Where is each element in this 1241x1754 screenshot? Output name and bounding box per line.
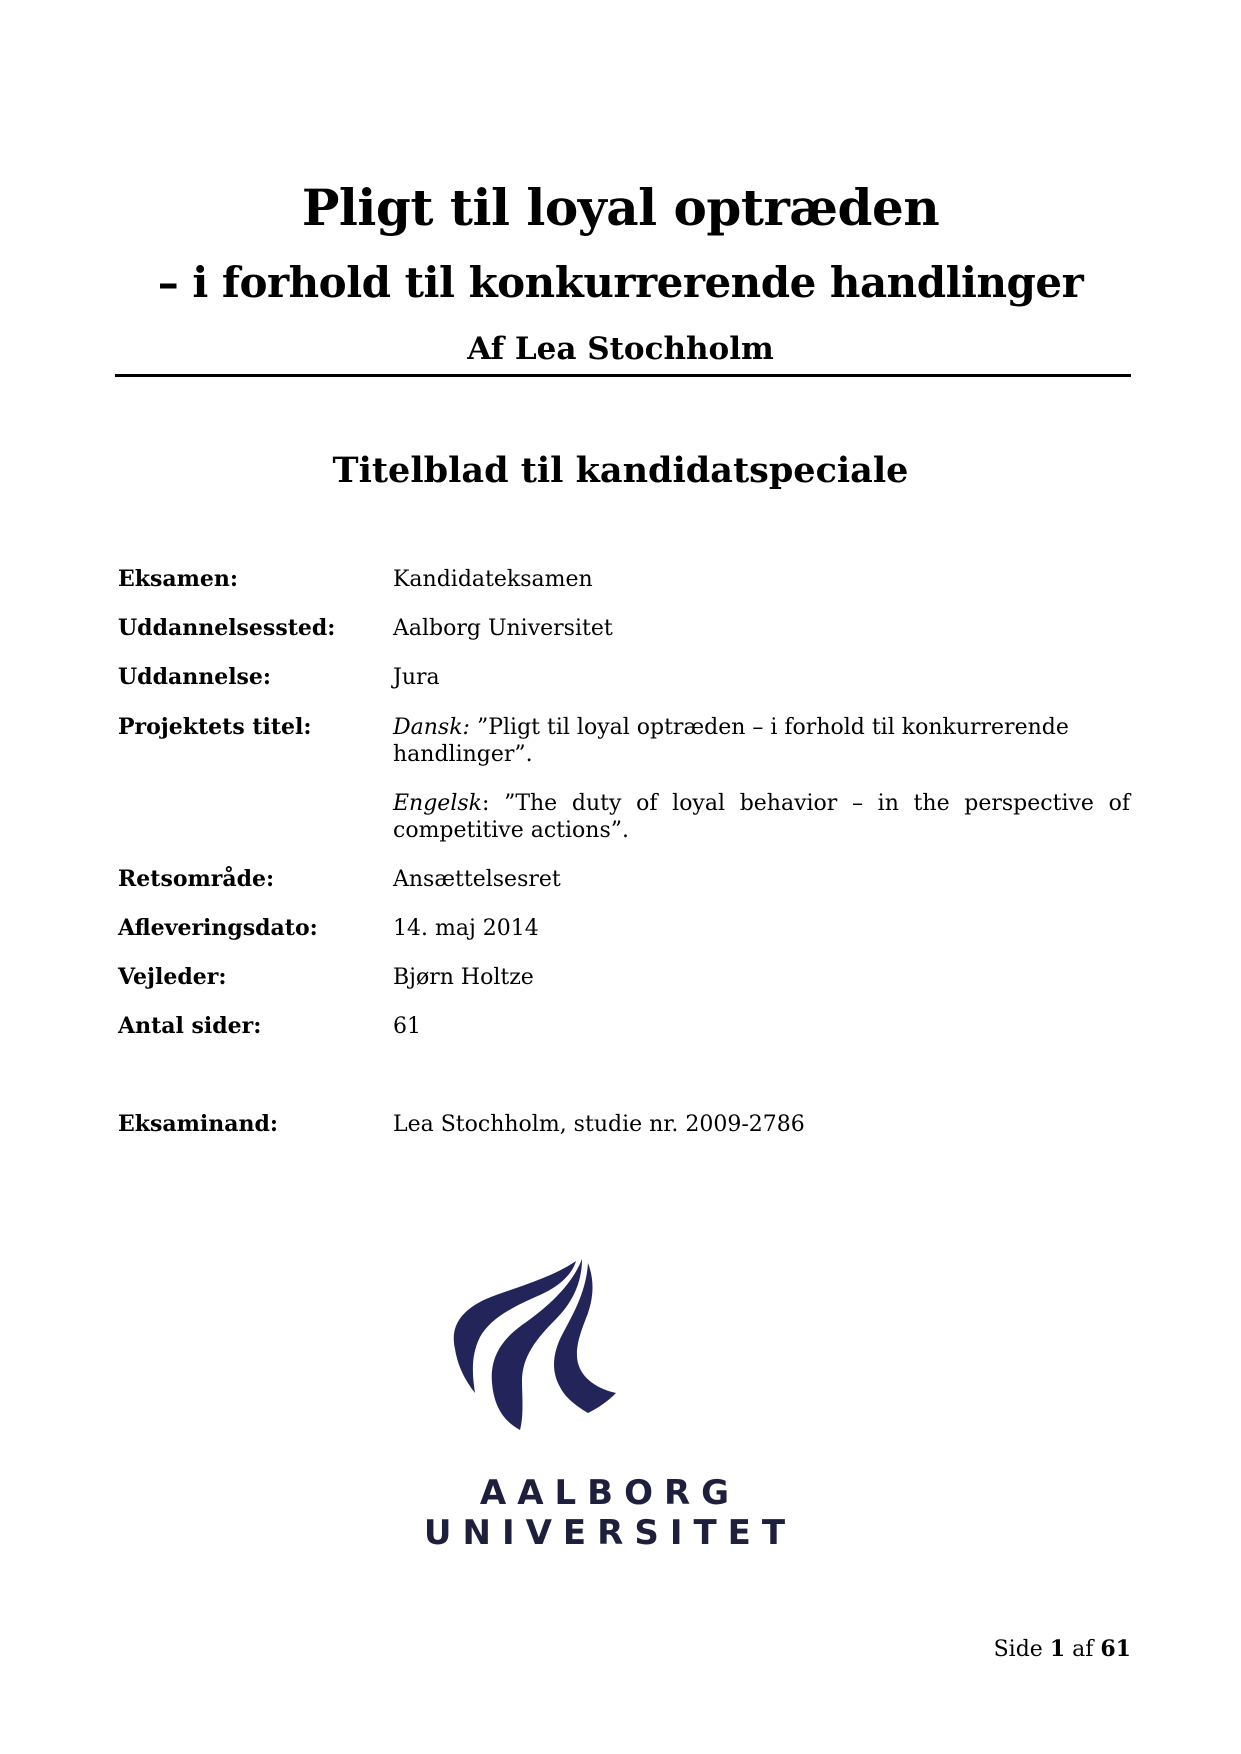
engelsk-value: : ”The duty of loyal behavior – in the perspective of competitive actions”. xyxy=(393,791,1130,843)
field-value: Jura xyxy=(393,665,440,690)
field-label: Uddannelse: xyxy=(118,664,272,690)
footer-prefix: Side xyxy=(993,1637,1050,1662)
section-heading: Titelblad til kandidatspeciale xyxy=(332,450,909,491)
field-value: Lea Stochholm, studie nr. 2009-2786 xyxy=(393,1112,805,1137)
title-divider xyxy=(115,374,1131,377)
dansk-value: ”Pligt til loyal optræden – i forhold til konkurrerende handlinger”. xyxy=(393,715,1069,767)
field-label: Afleveringsdato: xyxy=(118,915,318,941)
document-title: Pligt til loyal optræden xyxy=(301,178,940,237)
field-value: 14. maj 2014 xyxy=(393,916,539,941)
title-dansk xyxy=(393,714,1130,768)
title-engelsk xyxy=(393,790,1130,844)
logo-text: AALBORG UNIVERSITET xyxy=(423,1473,797,1553)
page-number: 1 xyxy=(1049,1636,1066,1662)
field-value-titles xyxy=(393,714,1130,844)
footer-middle: af xyxy=(1065,1637,1101,1662)
dansk-label: Dansk: xyxy=(393,715,470,740)
field-label: Uddannelsessted: xyxy=(118,615,336,641)
field-value: Aalborg Universitet xyxy=(393,616,613,641)
field-value: 61 xyxy=(393,1014,421,1039)
field-label: Eksaminand: xyxy=(118,1111,279,1137)
aau-wave-icon xyxy=(290,1255,930,1455)
field-value: Ansættelsesret xyxy=(393,867,561,892)
field-label: Projektets titel: xyxy=(118,714,312,740)
page-total: 61 xyxy=(1100,1636,1131,1662)
field-value: Bjørn Holtze xyxy=(393,965,534,990)
document-subtitle: – i forhold til konkurrerende handlinger xyxy=(157,258,1084,307)
field-label: Vejleder: xyxy=(118,964,227,990)
field-value: Kandidateksamen xyxy=(393,567,593,592)
field-label: Eksamen: xyxy=(118,566,239,592)
field-label: Retsområde: xyxy=(118,866,275,892)
engelsk-label: Engelsk xyxy=(393,791,482,816)
page-footer xyxy=(994,1636,1131,1662)
author-line: Af Lea Stochholm xyxy=(467,331,774,367)
aalborg-university-logo xyxy=(290,1255,930,1565)
field-label: Antal sider: xyxy=(118,1013,262,1039)
